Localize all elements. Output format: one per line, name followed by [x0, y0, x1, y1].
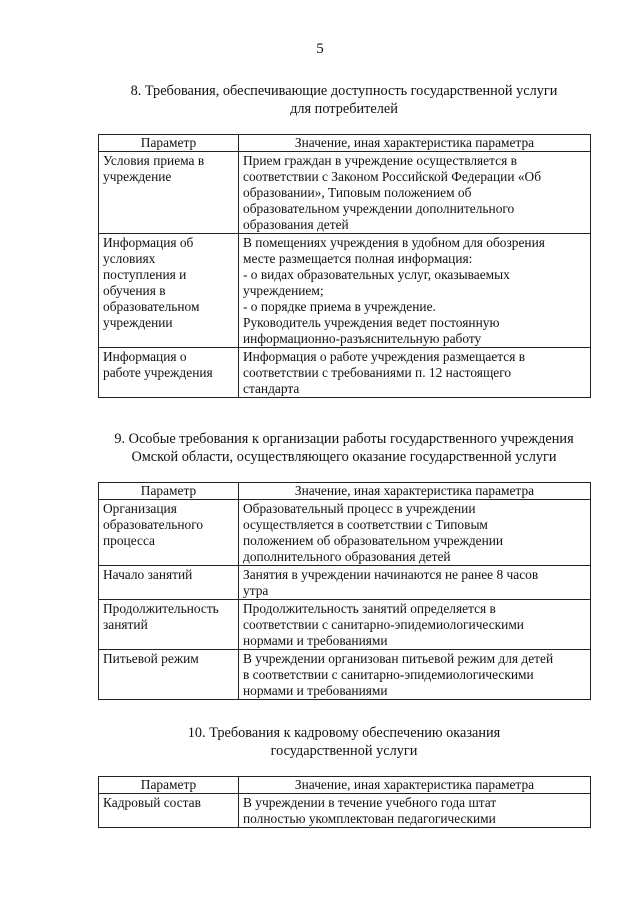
section-9-title — [98, 430, 590, 466]
table-header-row — [99, 135, 591, 152]
param-cell — [99, 650, 239, 700]
cell-text-line: образования детей — [243, 217, 349, 232]
value-cell — [239, 348, 591, 398]
cell-text-line: нормами и требованиями — [243, 683, 388, 698]
cell-text-line: положением об образовательном учреждении — [243, 533, 504, 548]
param-header: Параметр — [99, 777, 239, 794]
cell-text-line: процесса — [103, 533, 155, 548]
cell-text-line: Кадровый состав — [103, 795, 201, 810]
cell-text-line: В помещениях учреждения в удобном для обозрения — [243, 235, 545, 250]
value-header: Значение, иная характеристика параметра — [239, 777, 591, 794]
table-row — [99, 348, 591, 398]
cell-text-line: образовательном — [103, 299, 200, 314]
cell-text-line: Условия приема в — [103, 153, 205, 168]
cell-text-line: учреждении — [103, 315, 173, 330]
table-row — [99, 234, 591, 348]
section-title-line: 9. Особые требования к организации работы государственного учреждения — [114, 431, 574, 447]
cell-text-line: нормами и требованиями — [243, 633, 388, 648]
cell-text-line: соответствии с санитарно-эпидемиологическими — [243, 617, 524, 632]
section-title-line: 8. Требования, обеспечивающие доступность государственной услуги — [130, 83, 558, 99]
cell-text-line: учреждением; — [243, 283, 324, 298]
param-header: Параметр — [99, 483, 239, 500]
cell-text-line: дополнительного образования детей — [243, 549, 451, 564]
section-9-table — [98, 482, 591, 700]
cell-text-line: информационно-разъяснительную работу — [243, 331, 482, 346]
cell-text-line: Прием граждан в учреждение осуществляется в — [243, 153, 517, 168]
cell-text-line: соответствии с Законом Российской Федерации «Об — [243, 169, 542, 184]
cell-text-line: в соответствии с санитарно-эпидемиологическими — [243, 667, 534, 682]
value-cell — [239, 566, 591, 600]
param-cell — [99, 234, 239, 348]
section-8-title — [98, 82, 590, 118]
section-title-line: 10. Требования к кадровому обеспечению оказания — [187, 725, 501, 741]
cell-text-line: образовании», Типовым положением об — [243, 185, 472, 200]
cell-text-line: учреждение — [103, 169, 172, 184]
param-cell — [99, 794, 239, 828]
cell-text-line: занятий — [103, 617, 148, 632]
value-header: Значение, иная характеристика параметра — [239, 135, 591, 152]
cell-text-line: полностью укомплектован педагогическими — [243, 811, 496, 826]
section-title-line: государственной услуги — [270, 743, 418, 759]
value-cell — [239, 152, 591, 234]
cell-text-line: месте размещается полная информация: — [243, 251, 473, 266]
param-cell — [99, 500, 239, 566]
value-cell — [239, 794, 591, 828]
param-cell — [99, 348, 239, 398]
value-cell — [239, 234, 591, 348]
table-row — [99, 500, 591, 566]
cell-text-line: Информация о работе учреждения размещается в — [243, 349, 526, 364]
table-row — [99, 152, 591, 234]
value-header: Значение, иная характеристика параметра — [239, 483, 591, 500]
table-row — [99, 794, 591, 828]
section-10-table — [98, 776, 591, 828]
cell-text-line: соответствии с требованиями п. 12 настоящего — [243, 365, 512, 380]
cell-text-line: работе учреждения — [103, 365, 213, 380]
value-cell — [239, 650, 591, 700]
cell-text-line: Образовательный процесс в учреждении — [243, 501, 476, 516]
cell-text-line: Занятия в учреждении начинаются не ранее 8 часов — [243, 567, 539, 582]
param-cell — [99, 600, 239, 650]
cell-text-line: поступления и — [103, 267, 187, 282]
cell-text-line: Продолжительность — [103, 601, 219, 616]
section-title-line: Омской области, осуществляющего оказание государственной услуги — [131, 449, 557, 465]
section-10-title — [98, 724, 590, 760]
value-cell — [239, 500, 591, 566]
param-cell — [99, 152, 239, 234]
table-header-row — [99, 483, 591, 500]
cell-text-line: Продолжительность занятий определяется в — [243, 601, 496, 616]
cell-text-line: - о порядке приема в учреждение. — [243, 299, 436, 314]
cell-text-line: стандарта — [243, 381, 300, 396]
page-number: 5 — [316, 41, 324, 57]
cell-text-line: В учреждении в течение учебного года штат — [243, 795, 497, 810]
cell-text-line: Информация об — [103, 235, 194, 250]
cell-text-line: утра — [243, 583, 269, 598]
cell-text-line: Организация — [103, 501, 177, 516]
table-header-row — [99, 777, 591, 794]
section-8-table — [98, 134, 591, 398]
value-cell — [239, 600, 591, 650]
cell-text-line: образовательном учреждении дополнительного — [243, 201, 515, 216]
cell-text-line: осуществляется в соответствии с Типовым — [243, 517, 488, 532]
cell-text-line: обучения в — [103, 283, 166, 298]
cell-text-line: образовательного — [103, 517, 204, 532]
cell-text-line: В учреждении организован питьевой режим для детей — [243, 651, 554, 666]
cell-text-line: Начало занятий — [103, 567, 193, 582]
cell-text-line: Питьевой режим — [103, 651, 199, 666]
table-row — [99, 600, 591, 650]
table-row — [99, 566, 591, 600]
param-header: Параметр — [99, 135, 239, 152]
section-title-line: для потребителей — [290, 101, 398, 117]
param-cell — [99, 566, 239, 600]
cell-text-line: Информация о — [103, 349, 187, 364]
table-row — [99, 650, 591, 700]
cell-text-line: Руководитель учреждения ведет постоянную — [243, 315, 500, 330]
cell-text-line: - о видах образовательных услуг, оказываемых — [243, 267, 510, 282]
cell-text-line: условиях — [103, 251, 156, 266]
